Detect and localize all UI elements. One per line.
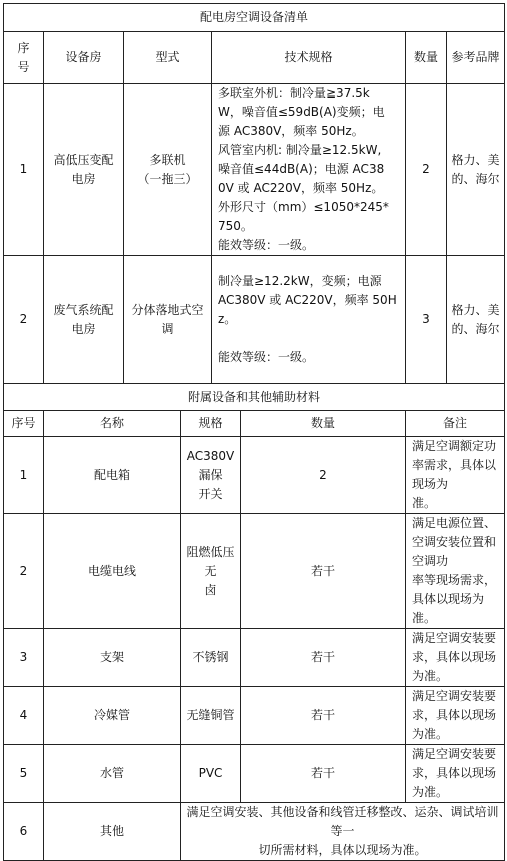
aux-seq: 1	[4, 437, 44, 514]
aux-row	[4, 437, 505, 514]
aux-spec: AC380V 漏保 开关	[181, 437, 241, 514]
row-qty: 3	[406, 256, 447, 384]
aux-note: 满足空调额定功率需求，具体以现场为 准。	[406, 437, 505, 514]
row-room: 废气系统配 电房	[44, 256, 124, 384]
table-row	[4, 256, 505, 384]
aux-seq: 3	[4, 629, 44, 687]
aux-seq: 6	[4, 803, 44, 861]
aux-section-title: 附属设备和其他辅助材料	[4, 384, 505, 411]
row-type: 多联机 （一拖三）	[124, 84, 212, 256]
aux-seq: 4	[4, 687, 44, 745]
aux-note: 满足空调安装要求，具体以现场为准。	[406, 629, 505, 687]
aux-seq: 5	[4, 745, 44, 803]
aux-header-seq: 序号	[4, 411, 44, 437]
table-title: 配电房空调设备清单	[4, 4, 505, 32]
aux-spec: 阻燃低压无 卤	[181, 514, 241, 629]
row-brand: 格力、美 的、海尔	[447, 84, 505, 256]
aux-name: 冷媒管	[44, 687, 181, 745]
header-spec: 技术规格	[212, 32, 406, 84]
aux-spec: 无缝铜管	[181, 687, 241, 745]
aux-name: 配电箱	[44, 437, 181, 514]
equipment-table	[3, 3, 505, 861]
aux-header-spec: 规格	[181, 411, 241, 437]
header-qty: 数量	[406, 32, 447, 84]
aux-row	[4, 687, 505, 745]
aux-header-note: 备注	[406, 411, 505, 437]
aux-qty: 若干	[241, 745, 406, 803]
header-seq: 序 号	[4, 32, 44, 84]
aux-row	[4, 514, 505, 629]
table-row	[4, 84, 505, 256]
aux-spec: PVC	[181, 745, 241, 803]
row-qty: 2	[406, 84, 447, 256]
aux-name: 水管	[44, 745, 181, 803]
aux-name: 其他	[44, 803, 181, 861]
aux-note: 满足空调安装要求，具体以现场为准。	[406, 745, 505, 803]
row-spec: 制冷量≥12.2kW，变频；电源 AC380V 或 AC220V，频率 50H z。 能效等级：一级。	[212, 256, 406, 384]
aux-note: 满足空调安装要求，具体以现场为准。	[406, 687, 505, 745]
row-seq: 1	[4, 84, 44, 256]
aux-qty: 若干	[241, 629, 406, 687]
aux-row	[4, 745, 505, 803]
aux-row	[4, 629, 505, 687]
aux-header-name: 名称	[44, 411, 181, 437]
aux-note: 满足电源位置、空调安装位置和空调功 率等现场需求，具体以现场为准。	[406, 514, 505, 629]
aux-note: 满足空调安装、其他设备和线管迁移整改、运杂、调试培训等一 切所需材料，具体以现场为准。	[181, 803, 505, 861]
row-spec: 多联室外机：制冷量≧37.5k W，噪音值≤59dB(A)变频；电 源 AC380V，频率 50Hz。 风管室内机: 制冷量≥12.5kW, 噪音值≤44dB(A)；电源 AC38 0V 或 AC220V，频率 50Hz。 外形尺寸（mm）≤1050*245* 750。 能效等级：一级。	[212, 84, 406, 256]
header-type: 型式	[124, 32, 212, 84]
aux-qty: 2	[241, 437, 406, 514]
aux-name: 电缆电线	[44, 514, 181, 629]
header-brand: 参考品牌	[447, 32, 505, 84]
row-type: 分体落地式空 调	[124, 256, 212, 384]
aux-qty: 若干	[241, 514, 406, 629]
aux-spec: 不锈钢	[181, 629, 241, 687]
header-room: 设备房	[44, 32, 124, 84]
aux-name: 支架	[44, 629, 181, 687]
aux-row	[4, 803, 505, 861]
aux-seq: 2	[4, 514, 44, 629]
aux-header-qty: 数量	[241, 411, 406, 437]
aux-qty: 若干	[241, 687, 406, 745]
row-brand: 格力、美 的、海尔	[447, 256, 505, 384]
row-seq: 2	[4, 256, 44, 384]
row-room: 高低压变配 电房	[44, 84, 124, 256]
